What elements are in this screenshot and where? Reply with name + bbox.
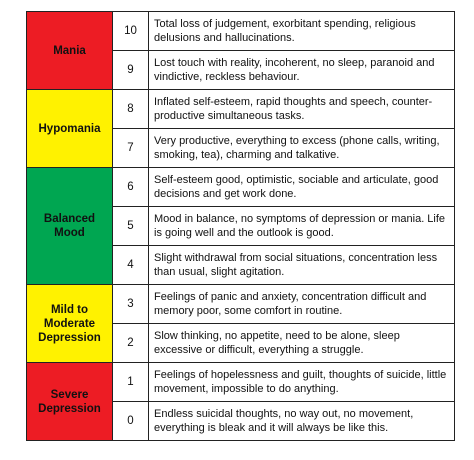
- score-cell: 1: [113, 363, 149, 402]
- score-cell: 10: [113, 12, 149, 51]
- description-cell: Feelings of hopelessness and guilt, thoughts of suicide, little movement, impossible to do anything.: [149, 363, 455, 402]
- description-cell: Slow thinking, no appetite, need to be alone, sleep excessive or difficult, everything a struggle.: [149, 324, 455, 363]
- score-cell: 3: [113, 285, 149, 324]
- category-label: Mania: [53, 44, 86, 57]
- table-row: [27, 285, 455, 324]
- category-label: Balanced Mood: [43, 213, 96, 239]
- table-row: [27, 12, 455, 51]
- mood-scale-table: [26, 11, 455, 441]
- category-label: Mild to Moderate Depression: [38, 303, 101, 344]
- description-cell: Inflated self-esteem, rapid thoughts and speech, counter-productive simultaneous tasks.: [149, 90, 455, 129]
- score-cell: 0: [113, 402, 149, 441]
- table-row: [27, 363, 455, 402]
- description-cell: Endless suicidal thoughts, no way out, no movement, everything is bleak and it will always be like this.: [149, 402, 455, 441]
- description-cell: Slight withdrawal from social situations, concentration less than usual, slight agitation.: [149, 246, 455, 285]
- category-balanced-mood: [27, 168, 113, 285]
- score-cell: 6: [113, 168, 149, 207]
- description-cell: Self-esteem good, optimistic, sociable and articulate, good decisions and get work done.: [149, 168, 455, 207]
- description-cell: Mood in balance, no symptoms of depression or mania. Life is going well and the outlook is good.: [149, 207, 455, 246]
- category-label: Hypomania: [38, 122, 101, 135]
- score-cell: 7: [113, 129, 149, 168]
- description-cell: Feelings of panic and anxiety, concentration difficult and memory poor, some comfort in routine.: [149, 285, 455, 324]
- description-cell: Lost touch with reality, incoherent, no sleep, paranoid and vindictive, reckless behaviour.: [149, 51, 455, 90]
- score-cell: 4: [113, 246, 149, 285]
- score-cell: 2: [113, 324, 149, 363]
- table-row: [27, 168, 455, 207]
- category-hypomania: [27, 90, 113, 168]
- description-cell: Very productive, everything to excess (phone calls, writing, smoking, tea), charming and talkative.: [149, 129, 455, 168]
- category-severe-depression: [27, 363, 113, 441]
- description-cell: Total loss of judgement, exorbitant spending, religious delusions and hallucinations.: [149, 12, 455, 51]
- category-mania: [27, 12, 113, 90]
- score-cell: 8: [113, 90, 149, 129]
- category-label: Severe Depression: [38, 388, 101, 415]
- table-row: [27, 90, 455, 129]
- score-cell: 9: [113, 51, 149, 90]
- score-cell: 5: [113, 207, 149, 246]
- category-mild-to-moderate-depression: [27, 285, 113, 363]
